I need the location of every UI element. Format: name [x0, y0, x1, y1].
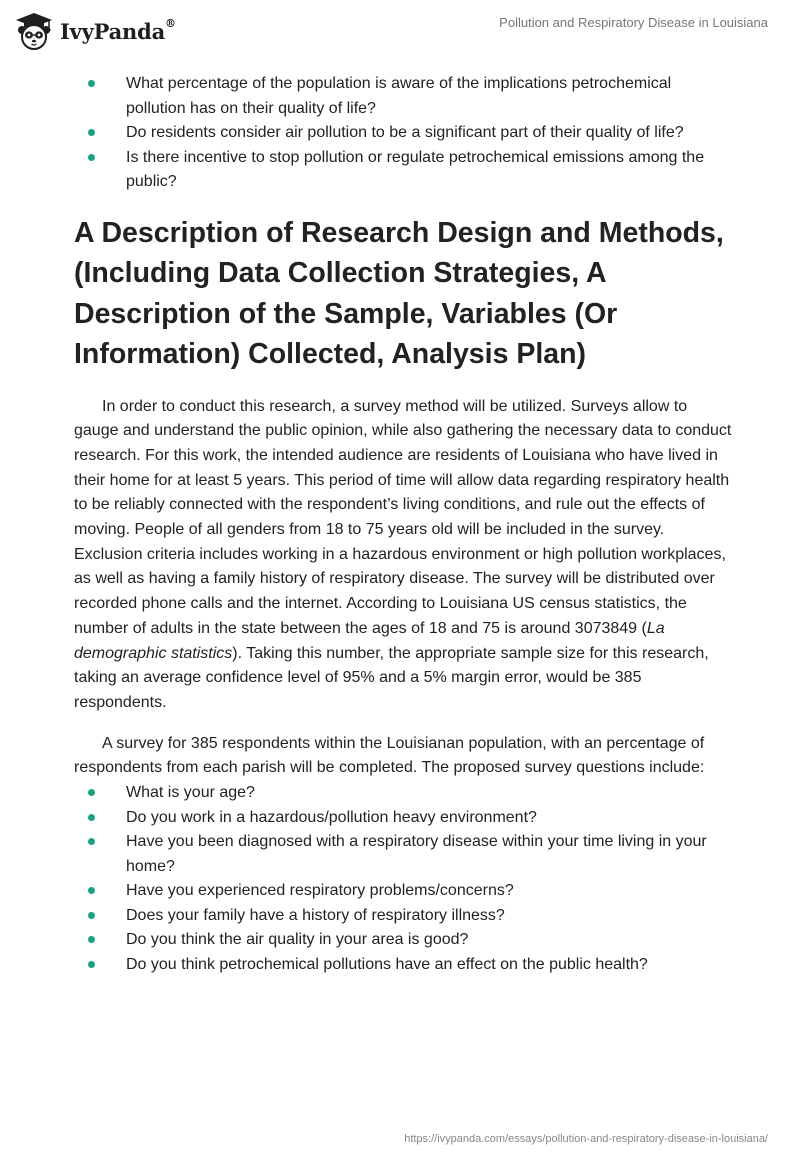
paragraph-survey: A survey for 385 respondents within the Louisianan population, with an percentage of respondents from each parish will be completed. The proposed survey questions include:: [74, 734, 705, 777]
panda-graduate-icon: [14, 11, 54, 51]
bullet-icon: [88, 961, 95, 968]
bullet-icon: [88, 912, 95, 919]
document-title: Pollution and Respiratory Disease in Louisiana: [499, 15, 768, 30]
bullet-icon: [88, 80, 95, 87]
paragraph-methods: In order to conduct this research, a survey method will be utilized. Surveys allow to gauge and understand the public opinion, while also gathering the necessary data to conduct research. For this work, the intended audience are residents of Louisiana who have lived in their home for at least 5 years. This period of time will allow data regarding respiratory health to be reliably connected with the respondent’s living conditions, and rule out the effects of moving. People of all genders from 18 to 75 years old will be included in the survey. Exclusion criteria includes working in a hazardous environment or high pollution workplaces, as well as having a family history of respiratory disease. The survey will be distributed over recorded phone calls and the internet. According to Louisiana US census statistics, the number of adults in the state between the ages of 18 and 75 is around 3073849 (La demographic statistics). Taking this number, the appropriate sample size for this research, taking an average confidence level of 95% and a 5% margin error, would be 385 respondents.: [74, 397, 732, 711]
list-item: Have you been diagnosed with a respiratory disease within your time living in your home?: [74, 830, 734, 879]
page-header: [0, 0, 800, 60]
list-item: What is your age?: [74, 781, 734, 806]
source-url[interactable]: https://ivypanda.com/essays/pollution-and-respiratory-disease-in-louisiana/: [404, 1133, 768, 1145]
section-heading: A Description of Research Design and Methods, (Including Data Collection Strategies, A Description of the Sample, Variables (Or Information) Collected, Analysis Plan): [74, 216, 724, 370]
bullet-icon: [88, 154, 95, 161]
list-item: Is there incentive to stop pollution or regulate petrochemical emissions among the public?: [74, 146, 734, 195]
research-questions-list: [74, 72, 734, 195]
bullet-icon: [88, 838, 95, 845]
list-item: Do you work in a hazardous/pollution heavy environment?: [74, 806, 734, 831]
survey-questions-list: [74, 781, 734, 977]
article-body: [74, 72, 734, 977]
bullet-icon: [88, 887, 95, 894]
bullet-icon: [88, 814, 95, 821]
list-item: Have you experienced respiratory problems/concerns?: [74, 879, 734, 904]
bullet-icon: [88, 129, 95, 136]
list-item: Do you think the air quality in your area is good?: [74, 928, 734, 953]
bullet-icon: [88, 936, 95, 943]
list-item: What percentage of the population is aware of the implications petrochemical pollution has on their quality of life?: [74, 72, 734, 121]
list-item: Do residents consider air pollution to be a significant part of their quality of life?: [74, 121, 734, 146]
list-item: Do you think petrochemical pollutions have an effect on the public health?: [74, 953, 734, 978]
ivypanda-logo[interactable]: [14, 10, 194, 52]
bullet-icon: [88, 789, 95, 796]
citation: La demographic statistics: [74, 619, 665, 662]
list-item: Does your family have a history of respiratory illness?: [74, 904, 734, 929]
brand-name: IvyPanda®: [60, 16, 176, 44]
